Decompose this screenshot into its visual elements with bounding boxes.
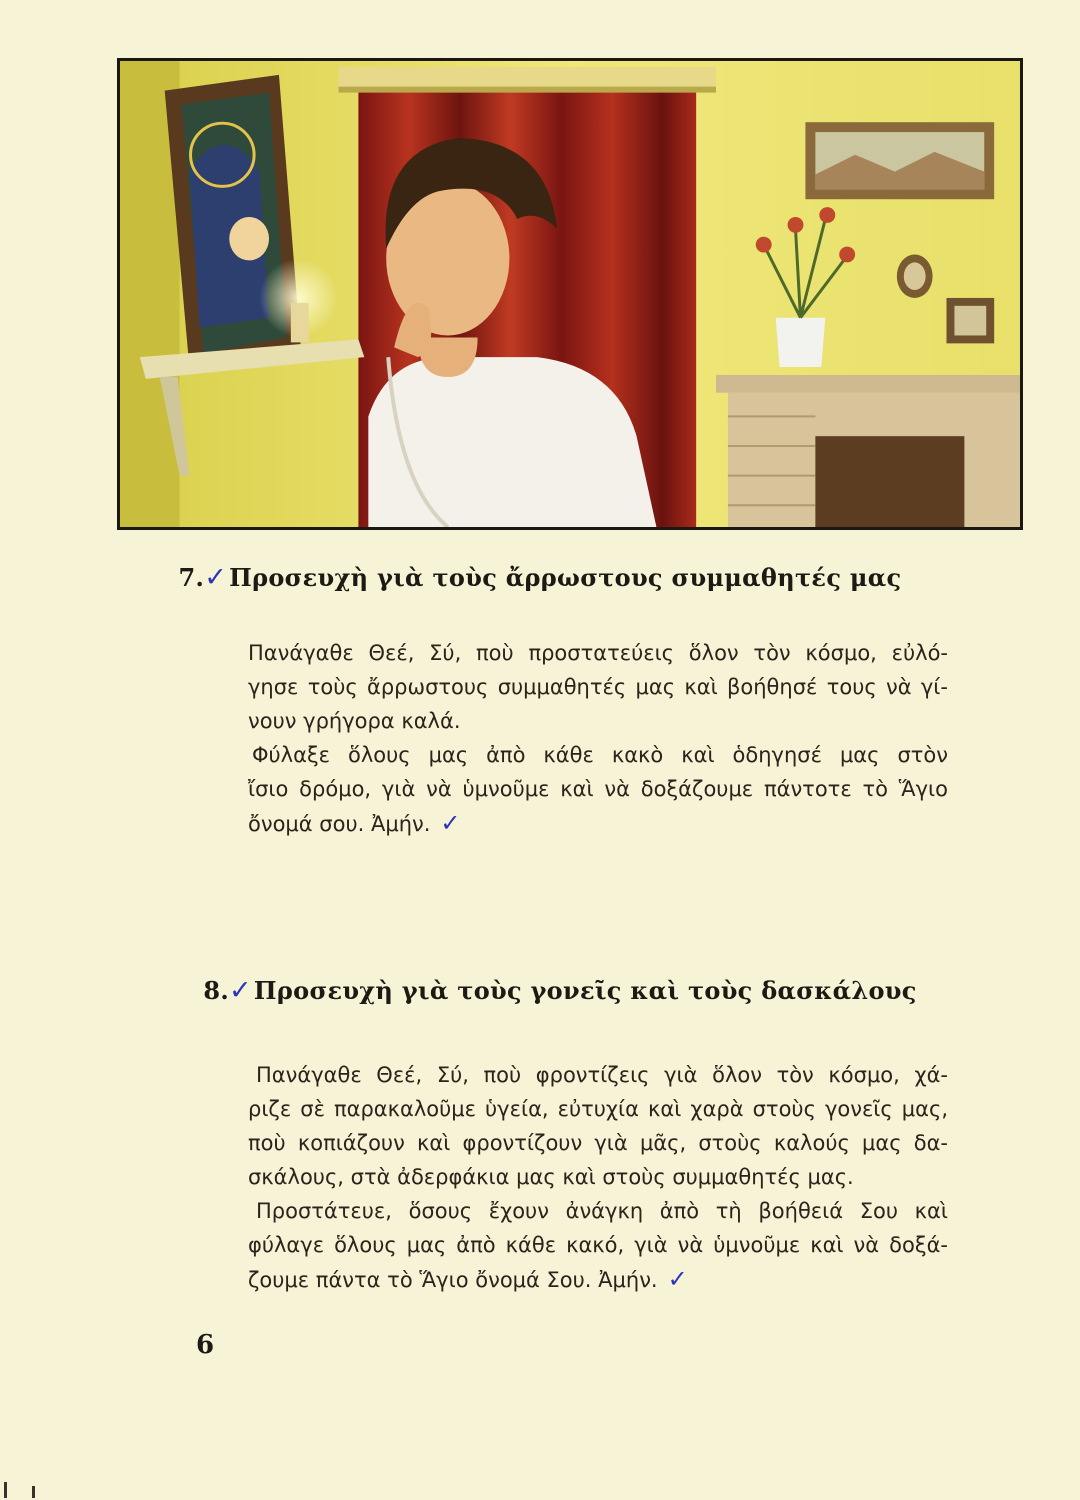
pen-check-mark: ✓ bbox=[440, 809, 461, 837]
section-7-title: Προσευχὴ γιὰ τοὺς ἄρρωστους συμμαθητές μας bbox=[229, 563, 902, 592]
pen-check-mark: ✓ bbox=[204, 562, 228, 593]
binding-mark bbox=[4, 1482, 7, 1498]
text-line: Φύλαξε ὅλους μας ἀπὸ κάθε κακὸ καὶ ὁδηγησέ μας στὸν bbox=[252, 743, 948, 767]
section-8-heading bbox=[20, 975, 1080, 1006]
pen-check-mark: ✓ bbox=[667, 1265, 688, 1293]
section-7-body bbox=[248, 636, 948, 841]
text-line: σκάλους, στὰ ἀδερφάκια μας καὶ στοὺς συμμαθητές μας. bbox=[248, 1165, 854, 1189]
text-line: ριζε σὲ παρακαλοῦμε ὑγεία, εὐτυχία καὶ χαρὰ στοὺς γονεῖς μας, bbox=[248, 1097, 948, 1121]
text-line: Προστάτευε, ὅσους ἔχουν ἀνάγκη ἀπὸ τὴ βοήθειά Σου καὶ bbox=[256, 1199, 948, 1223]
text-line: ζουμε πάντα τὸ Ἅγιο ὄνομά Σου. Ἀμήν. bbox=[248, 1268, 658, 1292]
text-line: γησε τοὺς ἄρρωστους συμμαθητές μας καὶ βοήθησέ τους νὰ γί- bbox=[248, 675, 948, 699]
text-line: νουν γρήγορα καλά. bbox=[248, 709, 461, 733]
text-line: Πανάγαθε Θεέ, Σύ, ποὺ φροντίζεις γιὰ ὅλον τὸν κόσμο, χά- bbox=[256, 1063, 948, 1087]
section-7-heading bbox=[0, 562, 1080, 593]
text-line: ποὺ κοπιάζουν καὶ φροντίζουν γιὰ μᾶς, στοὺς καλούς μας δα- bbox=[248, 1131, 948, 1155]
text-line: Πανάγαθε Θεέ, Σύ, ποὺ προστατεύεις ὅλον τὸν κόσμο, εὐλό- bbox=[248, 641, 948, 665]
page-number: 6 bbox=[196, 1330, 215, 1360]
text-line: φύλαγε ὅλους μας ἀπὸ κάθε κακό, γιὰ νὰ ὑμνοῦμε καὶ νὰ δοξά- bbox=[248, 1233, 948, 1257]
section-8-title: Προσευχὴ γιὰ τοὺς γονεῖς καὶ τοὺς δασκάλους bbox=[253, 976, 917, 1005]
section-7-number: 7. bbox=[178, 563, 205, 592]
section-8-number: 8. bbox=[203, 976, 229, 1005]
text-line: ὄνομά σου. Ἀμήν. bbox=[248, 812, 431, 836]
pen-check-mark: ✓ bbox=[228, 975, 252, 1006]
binding-mark bbox=[32, 1486, 35, 1498]
illustration-art bbox=[120, 61, 1020, 527]
section-8-body bbox=[248, 1058, 948, 1297]
text-line: ἴσιο δρόμο, γιὰ νὰ ὑμνοῦμε καὶ νὰ δοξάζουμε πάντοτε τὸ Ἅγιο bbox=[248, 777, 948, 801]
illustration-boy-praying bbox=[117, 58, 1023, 530]
